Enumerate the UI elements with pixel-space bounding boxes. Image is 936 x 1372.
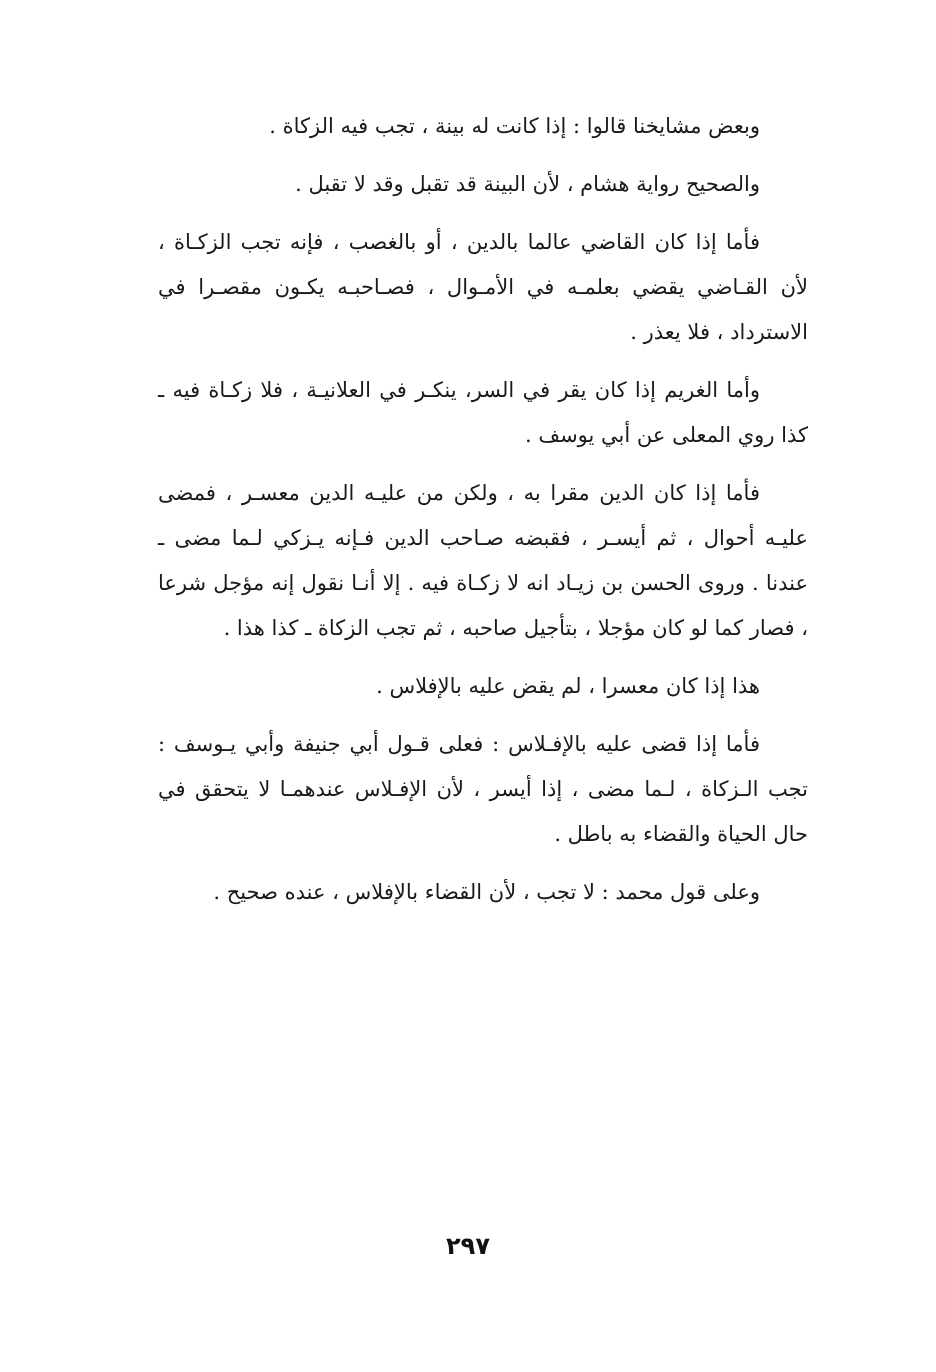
paragraph-2: والصحيح رواية هشام ، لأن البينة قد تقبل وقد لا تقبل .	[295, 172, 760, 196]
page-number: ٢٩٧	[446, 1232, 490, 1260]
paragraph-5: فأما إذا كان الدين مقرا به ، ولكن من عليـه الدين معسـر ، فمضى عليـه أحوال ، ثم أيسـر ، فقبضه صـاحب الدين فـإنه يـزكي لـما مضى ـ عندنا . وروى الحسن بن زيـاد انه لا زكـاة فيه . إلا أنـا نقول إنه مؤجل شرعا ، فصار كما لو كان مؤجلا ، بتأجيل صاحبه ، ثم تجب الزكاة ـ كذا هذا .	[158, 481, 808, 640]
paragraph-8: وعلى قول محمد : لا تجب ، لأن القضاء بالإفلاس ، عنده صحيح .	[213, 880, 760, 904]
paragraph-3: فأما إذا كان القاضي عالما بالدين ، أو بالغصب ، فإنه تجب الزكـاة ، لأن القـاضي يقضي بعلمـه في الأمـوال ، فصـاحبـه يكـون مقصـرا في الاسترداد ، فلا يعذر .	[158, 230, 808, 344]
paragraph-7: فأما إذا قضى عليه بالإفـلاس : فعلى قـول أبي جنيفة وأبي يـوسف : تجب الـزكاة ، لـما مضى ، إذا أيسر ، لأن الإفـلاس عندهمـا لا يتحقق في حال الحياة والقضاء به باطل .	[158, 732, 808, 846]
body-text	[158, 104, 808, 928]
paragraph-6: هذا إذا كان معسرا ، لم يقض عليه بالإفلاس .	[376, 674, 760, 698]
paragraph-4: وأما الغريم إذا كان يقر في السر، ينكـر في العلانيـة ، فلا زكـاة فيه ـ كذا روي المعلى عن أبي يوسف .	[158, 378, 808, 447]
paragraph-1: وبعض مشايخنا قالوا : إذا كانت له بينة ، تجب فيه الزكاة .	[269, 114, 760, 138]
